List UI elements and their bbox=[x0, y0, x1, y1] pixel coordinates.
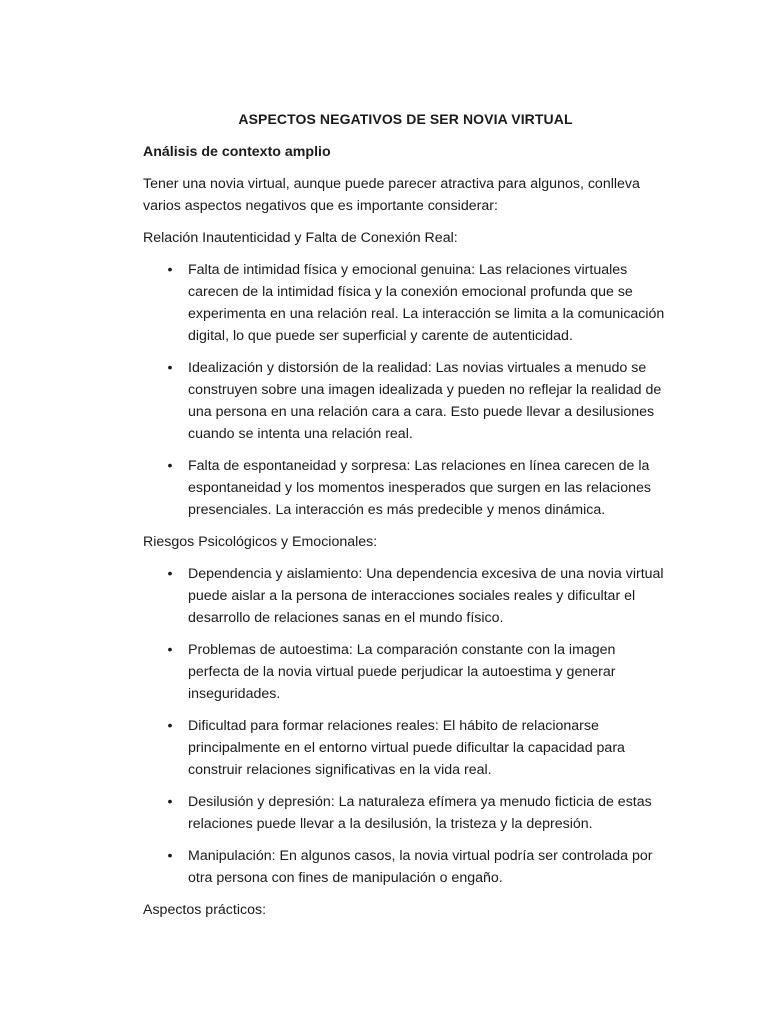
bullet-icon: • bbox=[167, 458, 173, 474]
bullet-icon: • bbox=[167, 718, 173, 734]
list-item-text: Manipulación: En algunos casos, la novia virtual podría ser controlada por otra persona con fines de manipulación o engaño. bbox=[188, 848, 653, 886]
list-item bbox=[143, 791, 668, 835]
list-item-text: Falta de intimidad física y emocional genuina: Las relaciones virtuales carecen de la intimidad física y la conexión emocional profunda que se experimenta en una relación real. La interacción se limita a la comunicación digital, lo que puede ser superficial y carente de autenticidad. bbox=[188, 262, 665, 344]
list-item bbox=[143, 259, 668, 347]
section-heading-riesgos: Riesgos Psicológicos y Emocionales: bbox=[143, 534, 378, 550]
list-item bbox=[143, 455, 668, 521]
list-item bbox=[143, 845, 668, 889]
bullet-icon: • bbox=[167, 262, 173, 278]
bullet-icon: • bbox=[167, 794, 173, 810]
document-subtitle: Análisis de contexto amplio bbox=[143, 144, 331, 160]
bullet-icon: • bbox=[167, 642, 173, 658]
list-item-text: Problemas de autoestima: La comparación constante con la imagen perfecta de la novia virtual puede perjudicar la autoestima y generar inseguridades. bbox=[188, 642, 616, 702]
bullet-icon: • bbox=[167, 848, 173, 864]
document-title: ASPECTOS NEGATIVOS DE SER NOVIA VIRTUAL bbox=[238, 111, 573, 127]
list-item bbox=[143, 357, 668, 445]
list-item-text: Dependencia y aislamiento: Una dependencia excesiva de una novia virtual puede aislar a la persona de interacciones sociales reales y dificultar el desarrollo de relaciones sanas en el mundo físico. bbox=[188, 566, 664, 626]
list-item-text: Falta de espontaneidad y sorpresa: Las relaciones en línea carecen de la espontaneidad y los momentos inesperados que surgen en las relaciones presenciales. La interacción es más predecible y menos dinámica. bbox=[188, 458, 651, 518]
list-item bbox=[143, 715, 668, 781]
intro-paragraph: Tener una novia virtual, aunque puede parecer atractiva para algunos, conlleva varios aspectos negativos que es importante considerar: bbox=[143, 176, 640, 214]
list-item-text: Dificultad para formar relaciones reales: El hábito de relacionarse principalmente en el entorno virtual puede dificultar la capacidad para construir relaciones significativas en la vida real. bbox=[188, 718, 625, 778]
bullet-icon: • bbox=[167, 360, 173, 376]
list-item-text: Idealización y distorsión de la realidad: Las novias virtuales a menudo se construyen sobre una imagen idealizada y pueden no reflejar la realidad de una persona en una relación cara a cara. Esto puede llevar a desilusiones cuando se intenta una relación real. bbox=[188, 360, 662, 442]
bullet-icon: • bbox=[167, 566, 173, 582]
section-heading-relacion: Relación Inautenticidad y Falta de Conexión Real: bbox=[143, 230, 458, 246]
section-heading-aspectos-practicos: Aspectos prácticos: bbox=[143, 902, 267, 918]
list-item-text: Desilusión y depresión: La naturaleza efímera ya menudo ficticia de estas relaciones puede llevar a la desilusión, la tristeza y la depresión. bbox=[188, 794, 652, 832]
list-item bbox=[143, 639, 668, 705]
bullet-list-riesgos bbox=[143, 563, 668, 889]
list-item bbox=[143, 563, 668, 629]
bullet-list-relacion bbox=[143, 259, 668, 521]
